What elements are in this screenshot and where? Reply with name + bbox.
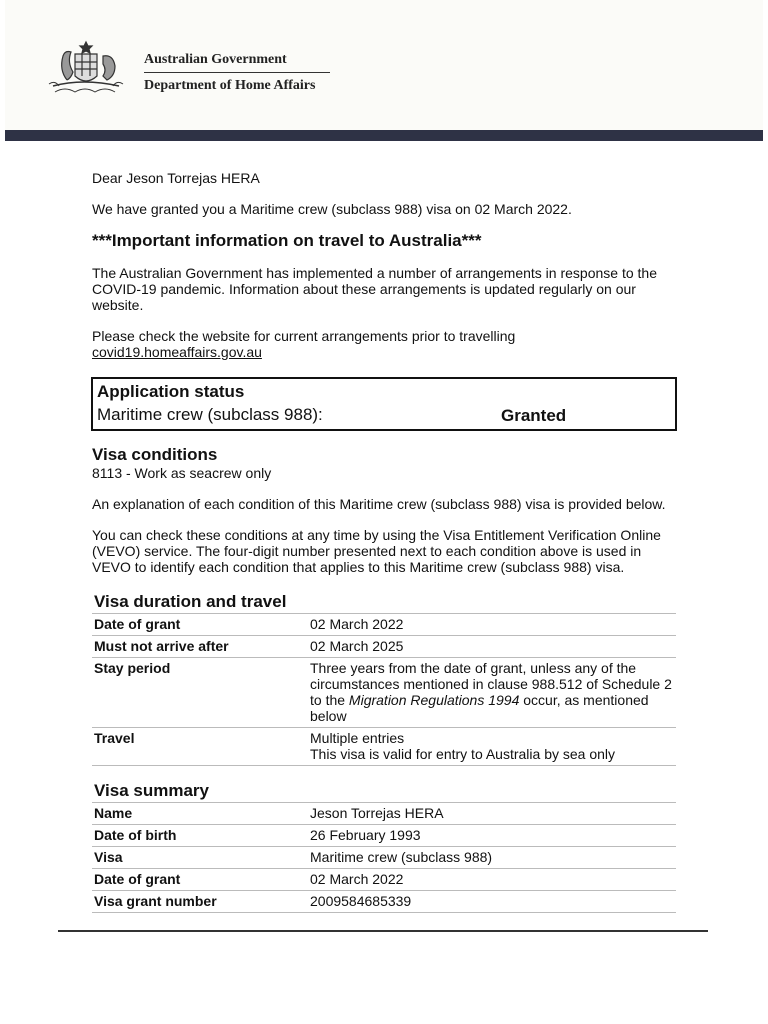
visa-conditions-title: Visa conditions xyxy=(92,445,218,464)
stay-text-a: Three years from the date of grant, unless any of the circumstances mentioned in clause 988.512 of Schedule 2 to the xyxy=(310,660,672,708)
table-row xyxy=(92,728,676,766)
row-value: 02 March 2025 xyxy=(310,638,404,654)
travel-line: Multiple entries xyxy=(310,730,405,746)
status-visa-label: Maritime crew (subclass 988): xyxy=(97,405,323,424)
visa-conditions xyxy=(92,445,677,575)
conditions-explanation: An explanation of each condition of this Maritime crew (subclass 988) visa is provided below. xyxy=(92,496,666,512)
status-title: Application status xyxy=(97,382,245,401)
status-value: Granted xyxy=(501,406,567,425)
covid-paragraph: The Australian Government has implemented a number of arrangements in response to the COVID-19 pandemic. Information about these arrangements is updated regularly on our website. xyxy=(92,265,657,313)
check-website-line: Please check the website for current arrangements prior to travelling xyxy=(92,328,516,344)
footer-divider xyxy=(58,930,708,932)
row-value xyxy=(310,730,676,762)
vevo-paragraph: You can check these conditions at any time by using the Visa Entitlement Verification Online (VEVO) service. The four-digit number presented next to each condition above is used in VEVO to identify each condition that applies to this Maritime crew (subclass 988) visa. xyxy=(92,527,661,575)
granted-sentence: We have granted you a Maritime crew (subclass 988) visa on 02 March 2022. xyxy=(92,201,572,217)
row-value: 2009584685339 xyxy=(310,893,412,909)
row-value: 02 March 2022 xyxy=(310,616,404,632)
row-label: Visa xyxy=(94,849,123,865)
row-value: 26 February 1993 xyxy=(310,827,421,843)
row-label: Date of grant xyxy=(94,871,181,887)
row-label: Must not arrive after xyxy=(94,638,229,654)
department-name: Department of Home Affairs xyxy=(144,78,316,93)
table-row xyxy=(92,825,676,847)
table-row xyxy=(92,847,676,869)
visa-duration-section xyxy=(92,591,676,766)
row-label: Visa grant number xyxy=(94,893,217,909)
visa-summary-section xyxy=(92,780,676,913)
government-name: Australian Government xyxy=(144,52,330,73)
table-row xyxy=(92,869,676,891)
header-divider-bar xyxy=(5,130,763,141)
row-value: Maritime crew (subclass 988) xyxy=(310,849,493,865)
row-value xyxy=(310,660,676,724)
row-label: Stay period xyxy=(94,660,171,676)
row-label: Date of grant xyxy=(94,616,181,632)
table-row xyxy=(92,636,676,658)
covid-website-link[interactable]: covid19.homeaffairs.gov.au xyxy=(92,344,262,360)
visa-duration-title: Visa duration and travel xyxy=(92,591,676,614)
table-row xyxy=(92,803,676,825)
condition-item: 8113 - Work as seacrew only xyxy=(92,465,272,481)
table-row xyxy=(92,891,676,913)
stay-text-italic: Migration Regulations 1994 xyxy=(348,692,520,708)
table-row xyxy=(92,658,676,728)
travel-line: This visa is valid for entry to Australia by sea only xyxy=(310,746,616,762)
salutation: Dear Jeson Torrejas HERA xyxy=(92,170,260,186)
letter-body xyxy=(92,170,677,360)
row-label: Travel xyxy=(94,730,135,746)
row-label: Name xyxy=(94,805,133,821)
row-value: Jeson Torrejas HERA xyxy=(310,805,444,821)
coat-of-arms-logo xyxy=(45,36,127,102)
brand-block xyxy=(144,52,330,94)
row-label: Date of birth xyxy=(94,827,177,843)
application-status-box xyxy=(91,377,677,431)
row-value: 02 March 2022 xyxy=(310,871,404,887)
table-row xyxy=(92,614,676,636)
stay-text-b: occur, as mentioned below xyxy=(310,692,649,724)
visa-summary-title: Visa summary xyxy=(92,780,676,803)
important-heading: ***Important information on travel to Australia*** xyxy=(92,231,482,250)
